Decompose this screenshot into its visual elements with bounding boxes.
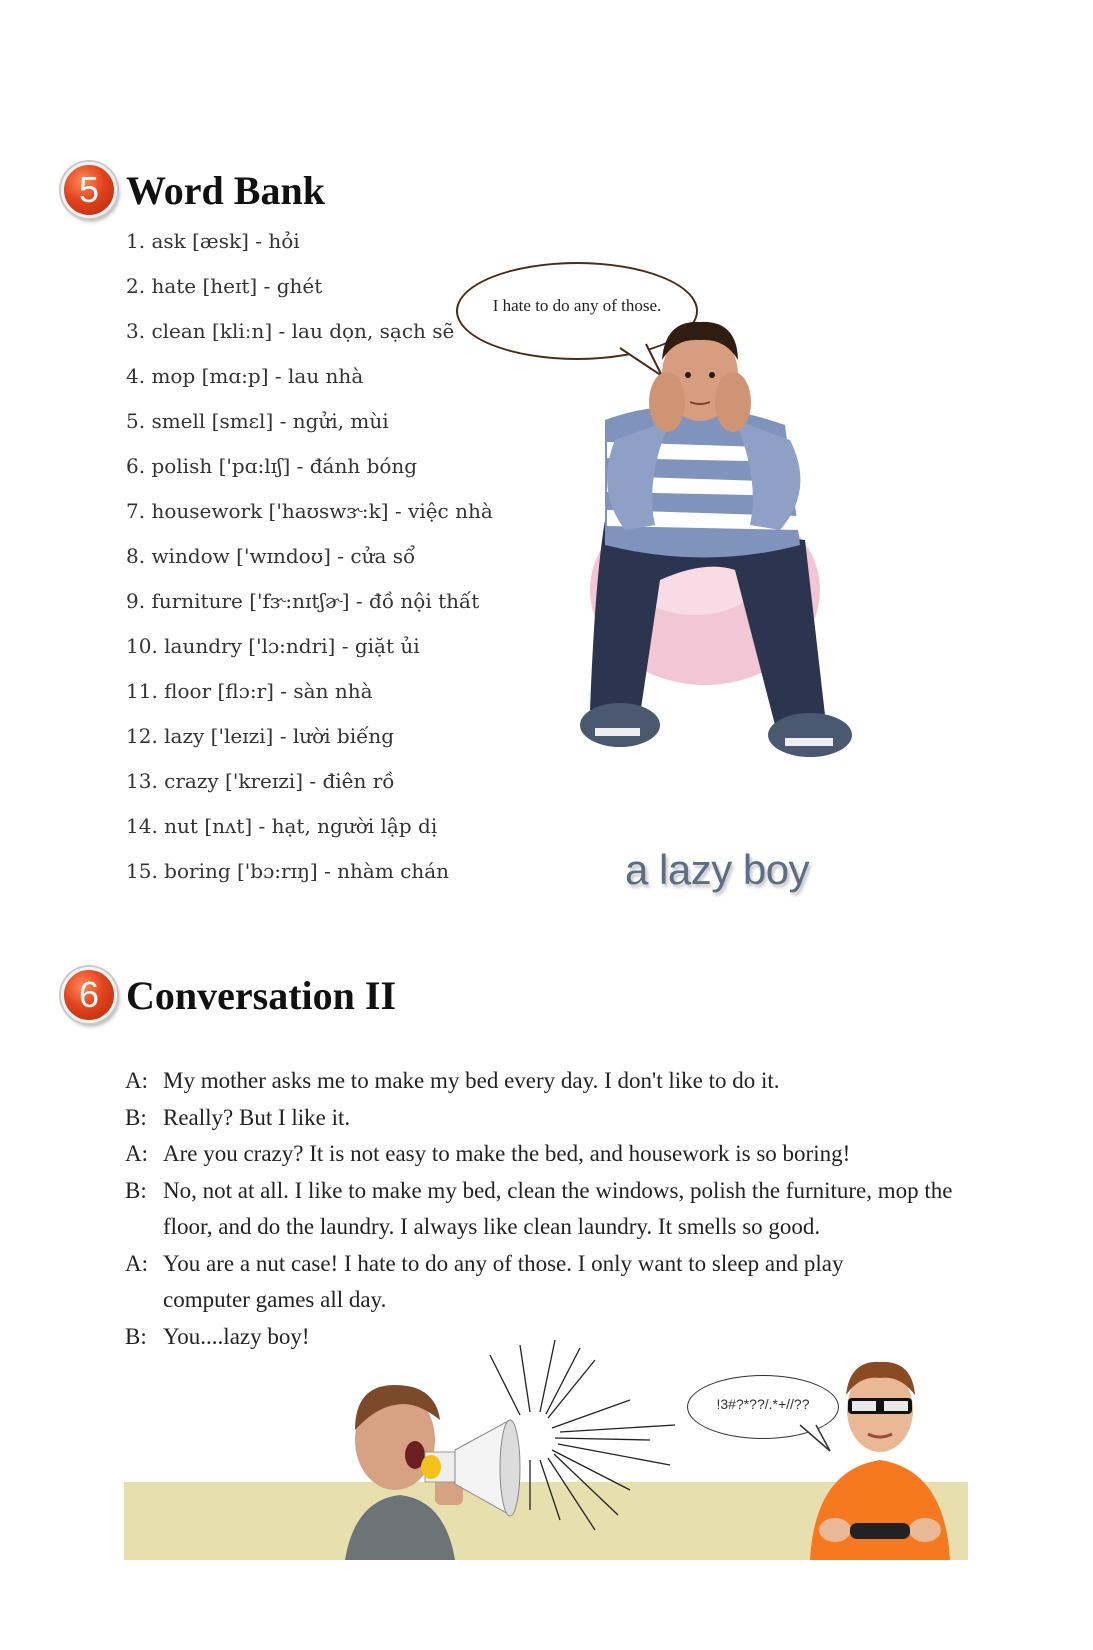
dialog-line <box>125 1063 955 1100</box>
vocab-item: 6. polish ['pɑ:lɪʃ] - đánh bóng <box>126 454 418 478</box>
speaker-label: B: <box>125 1177 147 1203</box>
vocab-item: 14. nut [nʌt] - hạt, người lập dị <box>126 814 438 838</box>
conversation-dialog <box>125 1063 955 1355</box>
dialog-text: You are a nut case! I hate to do any of those. I only want to sleep and play computer games all day. <box>163 1250 844 1312</box>
section-title: Conversation II <box>126 972 397 1018</box>
shout-burst-icon <box>500 1340 700 1540</box>
vocab-item: 15. boring ['bɔ:rɪŋ] - nhàm chán <box>126 859 450 883</box>
dialog-line <box>125 1246 955 1319</box>
dialog-text: Are you crazy? It is not easy to make the bed, and housework is so boring! <box>163 1141 851 1166</box>
speaker-label: B: <box>125 1104 147 1130</box>
conversation-header <box>61 967 396 1023</box>
section-number-badge: 5 <box>61 162 117 218</box>
vocab-item: 10. laundry ['lɔ:ndri] - giặt ủi <box>126 634 420 658</box>
vocab-item: 5. smell [smɛl] - ngửi, mùi <box>126 409 389 433</box>
dialog-text: No, not at all. I like to make my bed, clean the windows, polish the furniture, mop the floor, and do the laundry. I always like clean laundry. It smells so good. <box>163 1177 953 1239</box>
word-bank-list <box>126 230 493 905</box>
speaker-label: A: <box>125 1068 148 1093</box>
speaker-label: B: <box>125 1323 147 1349</box>
shouting-woman-illustration <box>315 1380 515 1560</box>
speech-bubble-text: !3#?*??/.*+//?? <box>716 1396 810 1412</box>
vocab-item: 2. hate [heɪt] - ghét <box>126 274 323 298</box>
vocab-item: 11. floor [flɔ:r] - sàn nhà <box>126 679 373 703</box>
vocab-item: 7. housework ['haʊswɝ:k] - việc nhà <box>126 499 493 523</box>
dialog-line <box>125 1100 955 1137</box>
word-bank-header <box>61 162 325 218</box>
speech-bubble-text: I hate to do any of those. <box>492 296 662 315</box>
section-number-badge: 6 <box>61 967 117 1023</box>
speaker-label: A: <box>125 1250 148 1276</box>
vocab-item: 4. mop [mɑ:p] - lau nhà <box>126 364 364 388</box>
dialog-text: Really? But I like it. <box>163 1104 351 1130</box>
dialog-line <box>125 1136 955 1173</box>
gamer-boy-illustration <box>800 1360 960 1560</box>
section-title: Word Bank <box>126 167 325 213</box>
vocab-item: 8. window ['wɪndoʊ] - cửa sổ <box>126 544 416 568</box>
lazy-boy-illustration <box>585 330 885 810</box>
dialog-text: My mother asks me to make my bed every day. I don't like to do it. <box>163 1068 780 1093</box>
dialog-text: You....lazy boy! <box>163 1323 310 1349</box>
vocab-item: 3. clean [kliːn] - lau dọn, sạch sẽ <box>126 319 455 343</box>
speaker-label: A: <box>125 1141 148 1166</box>
image-caption: a lazy boy <box>625 846 810 893</box>
vocab-item: 12. lazy ['leɪzi] - lười biếng <box>126 724 395 748</box>
vocab-item: 9. furniture ['fɝ:nɪtʃɚ] - đồ nội thất <box>126 589 480 613</box>
dialog-line <box>125 1173 955 1246</box>
vocab-item: 13. crazy ['kreɪzi] - điên rồ <box>126 769 395 793</box>
vocab-item: 1. ask [æsk] - hỏi <box>126 229 300 253</box>
